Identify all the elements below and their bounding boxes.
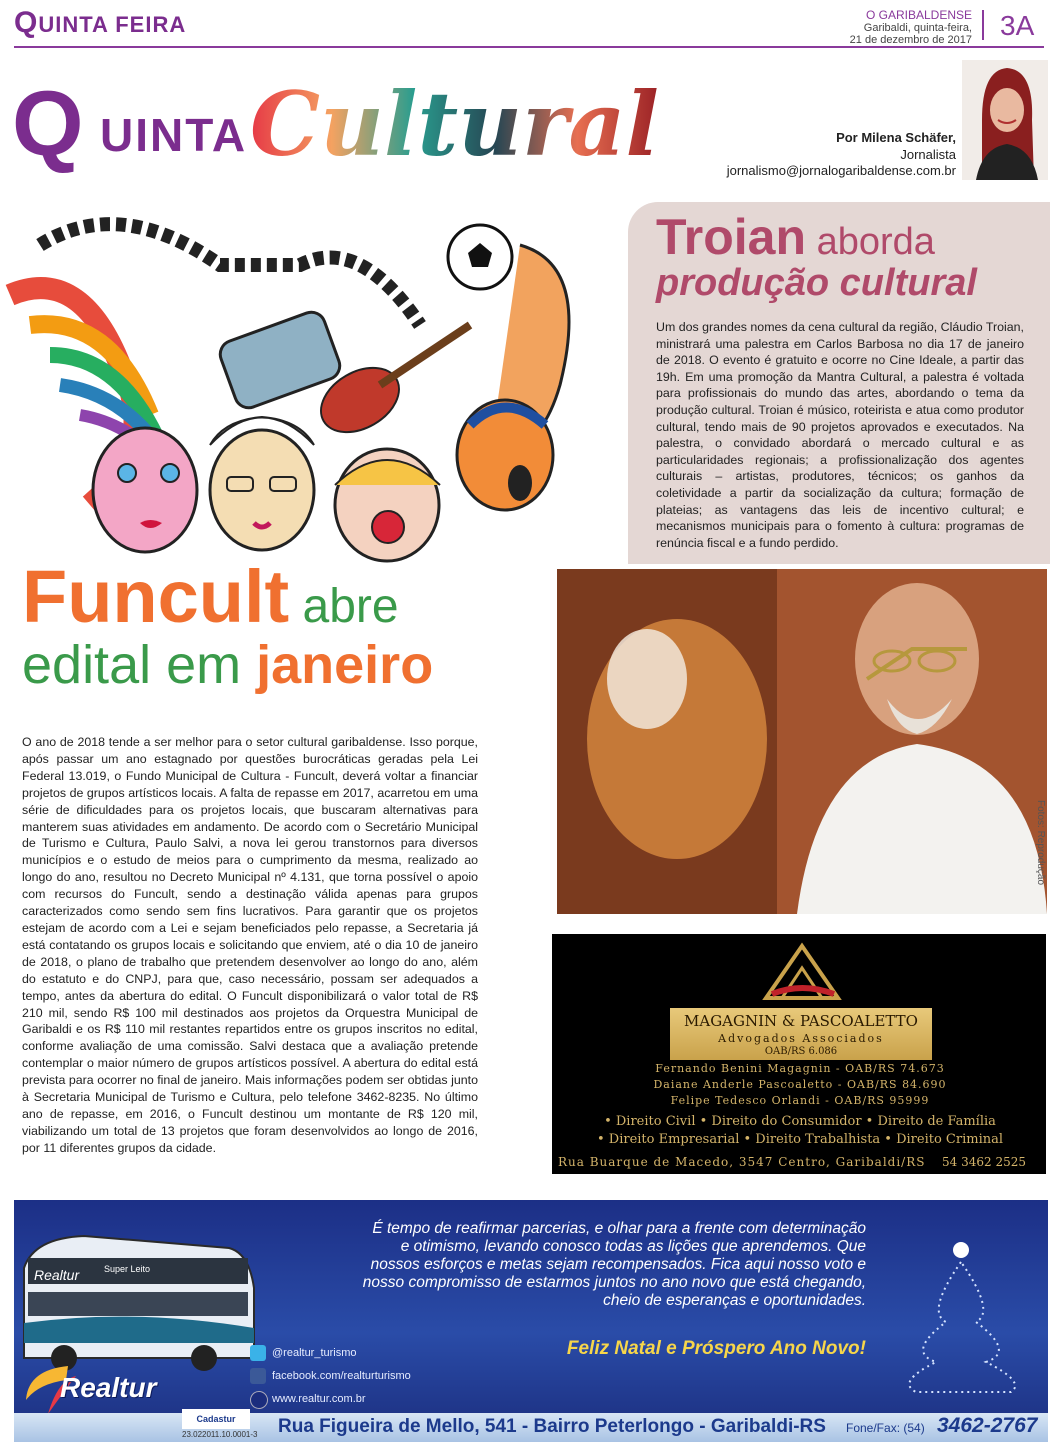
realtur-phone: 3462-2767: [937, 1414, 1038, 1437]
masthead-uinta: UINTA: [100, 109, 248, 161]
section-title-rest: UINTA FEIRA: [38, 12, 187, 37]
lawyer-1: Fernando Benini Magagnin - OAB/RS 74.673: [655, 1062, 945, 1075]
cadastur-badge: Cadastur: [182, 1409, 250, 1429]
troian-subheadline: produção cultural: [656, 262, 977, 304]
twitter-icon: [250, 1345, 266, 1361]
bus-image: [14, 1228, 264, 1378]
funcult-headline-light: abre: [289, 580, 399, 633]
realtur-logo: Realtur: [60, 1372, 157, 1403]
photo-credit: Fotos: Reprodução: [1035, 800, 1046, 886]
funcult-article-body: O ano de 2018 tende a ser melhor para o setor cultural garibaldense. Isso porque, após passar um ano estagnado por questões burocráticas geradas pela Lei Federal 13.019, o Fundo Municipal de Cultura - Funcult, deverá voltar a financiar projetos de grupos artísticos locais. A falta de repasse em 2017, acarretou em uma série de dificuldades para os projetos locais, que buscaram alternativas para manterem suas atividades em andamento. De acordo com o Secretário Municipal de Turismo e Cultura, Paulo Salvi, a nova lei gerou transtornos para diversos municípios e o estudo de meios para o cumprimento da mesma, realizado ao longo do ano, resultou no Decreto Municipal nº 4.131, que torna possível o apoio com recursos do Funcult, sendo a destinação válida apenas para grupos caracterizados como sendo sem fins lucrativos. Para garantir que os projetos estejam de acordo com a Lei e sejam beneficiados pelo repasse, a Secretaria já está contatando os grupos locais e solicitando que enviem, até o dia 10 de janeiro de 2018, o plano de trabalho que pretendem desenvolver ao longo do ano, além do estatuto e do CNPJ, para que, caso necessário, possam ser adequados a tempo, antes da abertura do edital. O Funcult disponibilizará o valor total de R$ 210 mil, sendo R$ 100 mil destinados aos projetos da Orquestra Municipal de Garibaldi e os R$ 110 mil restantes repartidos entre os grupos inscritos no edital, conforme avaliação de uma comissão. Salvi destaca que a avaliação pretende contemplar o maior número de grupos artísticos possível. A abertura do edital está prevista para ocorrer no final de janeiro. Mais informações podem ser obtidas junto à Secretaria Municipal de Turismo e Cultura, pelo telefone 3462-8235. No último ano de repasse, em 2016, o Funcult destinou um montante de R$ 120 mil, viabilizando um total de 13 projetos que foram desenvolvidos ao longo de 2016, por 11 diferentes grupos da cidade.: [22, 735, 478, 1155]
realtur-message: É tempo de reafirmar parcerias, e olhar para a frente com determinação e otimismo, levando conosco todas as lições que aprendemos. Que nossos esforços e metas sejam recompensados. Fica aqui nosso voto e nosso compromisso de estarmos juntos no ano novo que está chegando, cheio de esperanças e oportunidades.: [362, 1220, 866, 1309]
law-areas-line2: • Direito Empresarial • Direito Trabalhista • Direito Criminal: [596, 1132, 1004, 1147]
lawyer-2: Daiane Anderle Pascoaletto - OAB/RS 84.690: [653, 1078, 947, 1091]
section-title-initial: Q: [14, 6, 39, 39]
funcult-headline-line2: [22, 636, 433, 695]
cadastur-number: 23.022011.10.0001-3: [182, 1430, 258, 1439]
troian-headline: [656, 209, 935, 265]
author-role: Jornalista: [900, 147, 956, 162]
realtur-facebook[interactable]: facebook.com/realturturismo: [272, 1370, 411, 1382]
globe-icon: [250, 1391, 268, 1409]
author-name: Por Milena Schäfer,: [836, 130, 956, 145]
masthead-cultural: Cultural: [250, 72, 659, 176]
section-title: [14, 6, 186, 40]
law-firm-subtitle: Advogados Associados: [718, 1032, 884, 1045]
funcult-headline-bold: Funcult: [22, 555, 290, 638]
realtur-website[interactable]: www.realtur.com.br: [272, 1393, 366, 1405]
realtur-phone-label: Fone/Fax: (54): [846, 1421, 925, 1435]
troian-headline-bold: Troian: [656, 209, 807, 265]
bus-logo-text: Realtur: [34, 1267, 80, 1283]
realtur-twitter[interactable]: @realtur_turismo: [272, 1347, 357, 1359]
header-divider: [982, 10, 984, 40]
issue-date-line1: Garibaldi, quinta-feira,: [863, 22, 972, 34]
page-number: 3A: [1000, 10, 1035, 41]
funcult-headline-line2-light: edital em: [22, 635, 257, 695]
lawyer-3: Felipe Tedesco Orlandi - OAB/RS 95999: [670, 1094, 930, 1107]
masthead-q: Q: [12, 73, 84, 175]
troian-headline-light: aborda: [806, 221, 935, 263]
troian-article-body: Um dos grandes nomes da cena cultural da região, Cláudio Troian, ministrará uma palestra em Carlos Barbosa no dia 17 de janeiro de 2018. O evento é gratuito e ocorre no Cine Ideale, a partir das 19h. Em uma promoção da Mantra Cultural, a palestra é voltada para profissionais do mundo das artes, abordando o tema da produção cultural. Troian é músico, roteirista e atua como produtor cultural, tendo mais de 90 projetos aprovados e executados. Na palestra, o convidado abordará o mercado cultural e as particularidades regionais; a profissionalização dos agentes culturais – artistas, produtores, técnicos; os ganhos da coletividade a partir da socialização da cultura; formação de plateias; as vantagens das leis de incentivo cultural; e mecanismos municipais para o fomento à cultura: programas de renúncia fiscal e a fundo perdido.: [656, 320, 1024, 550]
mountain-logo-icon: [762, 938, 842, 1010]
bus-label: Super Leito: [104, 1264, 151, 1274]
newspaper-name: O GARIBALDENSE: [865, 8, 972, 22]
funcult-headline: [22, 555, 399, 638]
law-firm-name: MAGAGNIN & PASCOALETTO: [684, 1012, 918, 1030]
law-areas-line1: • Direito Civil • Direito do Consumidor • Direito de Família: [604, 1114, 996, 1129]
header-rule: [14, 46, 1044, 48]
issue-date-line2: 21 de dezembro de 2017: [849, 34, 972, 46]
realtur-address: Rua Figueira de Mello, 541 - Bairro Peterlongo - Garibaldi-RS: [278, 1416, 826, 1437]
law-firm-oab: OAB/RS 6.086: [764, 1046, 838, 1057]
realtur-greeting: Feliz Natal e Próspero Ano Novo!: [566, 1338, 866, 1359]
law-firm-address: Rua Buarque de Macedo, 3547 Centro, Garibaldi/RS: [558, 1155, 926, 1169]
claudio-troian-photo: [557, 569, 1047, 914]
law-firm-phone: 54 3462 2525: [942, 1155, 1026, 1169]
funcult-headline-line2-bold: janeiro: [256, 635, 434, 695]
cultural-illustration: [0, 205, 600, 570]
author-email[interactable]: jornalismo@jornalogaribaldense.com.br: [726, 163, 956, 178]
issue-date: [850, 22, 972, 46]
facebook-icon: [250, 1368, 266, 1384]
author-photo: [962, 60, 1048, 180]
christmas-tree-icon: [886, 1232, 1036, 1402]
